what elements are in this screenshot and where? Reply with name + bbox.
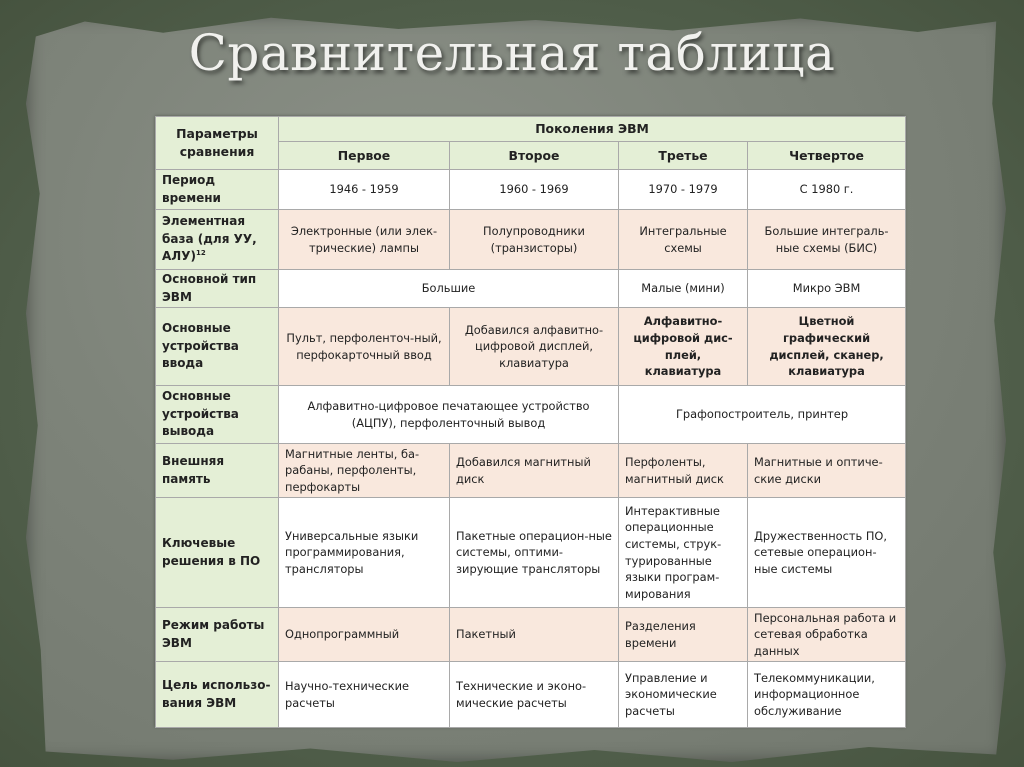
table-cell: Электронные (или элек-трические) лампы <box>279 210 450 270</box>
table-cell: 1970 - 1979 <box>619 170 748 210</box>
table-cell: Дружественность ПО, сетевые операцион-ные системы <box>748 498 906 608</box>
table-cell: Цветной графический дисплей, сканер, клавиатура <box>748 308 906 386</box>
row-label-mode: Режим работы ЭВМ <box>156 608 279 662</box>
table-cell: Интерактивные операционные системы, струк-турированные языки програм-мирования <box>619 498 748 608</box>
row-label-main-type: Основной тип ЭВМ <box>156 270 279 308</box>
row-label-element-base <box>156 210 279 270</box>
footnote-marker: 12 <box>196 249 206 258</box>
row-label-input: Основные устройства ввода <box>156 308 279 386</box>
table-row-purpose <box>156 662 906 728</box>
generations-group-header: Поколения ЭВМ <box>279 117 906 142</box>
comparison-table <box>155 116 906 728</box>
table-cell: Большие <box>279 270 619 308</box>
table-cell: Малые (мини) <box>619 270 748 308</box>
table-cell: 1946 - 1959 <box>279 170 450 210</box>
table-cell: Добавился алфавитно-цифровой дисплей, клавиатура <box>450 308 619 386</box>
row-label-period: Период времени <box>156 170 279 210</box>
table-cell: Алфавитно-цифровое печатающее устройство (АЦПУ), перфоленточный вывод <box>279 386 619 444</box>
table-cell: Универсальные языки программирования, трансляторы <box>279 498 450 608</box>
table-cell: Большие интеграль-ные схемы (БИС) <box>748 210 906 270</box>
row-label-output: Основные устройства вывода <box>156 386 279 444</box>
table-row-period <box>156 170 906 210</box>
table-cell: Интегральные схемы <box>619 210 748 270</box>
table-cell: Пакетные операцион-ные системы, оптими-зирующие трансляторы <box>450 498 619 608</box>
table-cell: Магнитные и оптиче-ские диски <box>748 444 906 498</box>
generation-header-3: Третье <box>619 142 748 170</box>
table-cell: Персональная работа и сетевая обработка данных <box>748 608 906 662</box>
table-cell: Микро ЭВМ <box>748 270 906 308</box>
table-cell: Магнитные ленты, ба-рабаны, перфоленты, перфокарты <box>279 444 450 498</box>
table-cell: Перфоленты, магнитный диск <box>619 444 748 498</box>
table-cell: Телекоммуникации, информационное обслуживание <box>748 662 906 728</box>
table-cell: Добавился магнитный диск <box>450 444 619 498</box>
table-cell: Пульт, перфоленточ-ный, перфокарточный ввод <box>279 308 450 386</box>
table-cell: Разделения времени <box>619 608 748 662</box>
table-row-memory <box>156 444 906 498</box>
table-row-input <box>156 308 906 386</box>
table-cell: Однопрограммный <box>279 608 450 662</box>
table-row-software <box>156 498 906 608</box>
row-label-software: Ключевые решения в ПО <box>156 498 279 608</box>
table-row-main-type <box>156 270 906 308</box>
table-cell: Пакетный <box>450 608 619 662</box>
table-cell: Управление и экономические расчеты <box>619 662 748 728</box>
generation-header-2: Второе <box>450 142 619 170</box>
generation-header-1: Первое <box>279 142 450 170</box>
table-cell: Алфавитно-цифровой дис-плей, клавиатура <box>619 308 748 386</box>
table-cell: С 1980 г. <box>748 170 906 210</box>
comparison-table-container <box>155 116 905 727</box>
corner-header: Параметры сравнения <box>156 117 279 170</box>
table-cell: 1960 - 1969 <box>450 170 619 210</box>
table-row-mode <box>156 608 906 662</box>
table-row-element-base <box>156 210 906 270</box>
table-cell: Технические и эконо-мические расчеты <box>450 662 619 728</box>
table-cell: Графопостроитель, принтер <box>619 386 906 444</box>
row-label-purpose: Цель использо-вания ЭВМ <box>156 662 279 728</box>
table-cell: Научно-технические расчеты <box>279 662 450 728</box>
row-label-memory: Внешняя память <box>156 444 279 498</box>
row-label-text: Элементная база (для УУ, АЛУ) <box>162 214 257 264</box>
slide-title: Сравнительная таблица <box>188 24 836 82</box>
table-row-output <box>156 386 906 444</box>
generation-header-4: Четвертое <box>748 142 906 170</box>
table-cell: Полупроводники (транзисторы) <box>450 210 619 270</box>
